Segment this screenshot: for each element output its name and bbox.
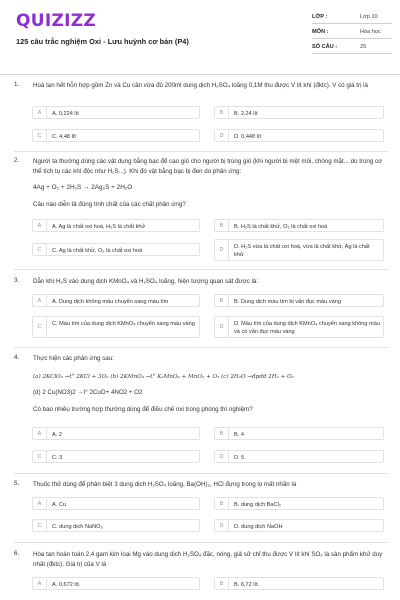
question-text: Người ta thường dùng các vật dụng bằng bạc để cạo gió cho người bị trúng gió (khi người bị mệt mỏi, chóng mặt... do trong cơ thể tích tụ các khí độc như H₂S...). Khi đó vật bằng bạc bị đen do phản ứng: — [33, 158, 383, 175]
option-text: A. 0,672 lít. — [52, 582, 81, 588]
option-letter: A — [33, 498, 47, 509]
meta-key: MÔN : — [312, 29, 329, 35]
reaction-equations: (a) 2KClO₃ →t° 2KCl + 3O₂ (b) 2KMnO₄ →t° K₂MnO₄ + MnO₂ + O₂ (c) 2H₂O →đpdd 2H₂ + O₂ — [33, 374, 294, 380]
option-letter: D — [215, 240, 229, 260]
option-text: C. 4,48 lít — [52, 134, 76, 140]
reaction-equation: 4Ag + O₂ + 2H₂S → 2Ag₂S + 2H₂O — [33, 184, 133, 191]
option-c[interactable] — [32, 519, 200, 532]
option-letter: A — [33, 295, 47, 306]
quizizz-logo: QUIZIZZ — [16, 11, 96, 31]
meta-info — [312, 14, 392, 59]
option-a[interactable] — [32, 577, 200, 590]
option-text: D. 5 — [234, 455, 245, 461]
option-b[interactable] — [214, 219, 384, 232]
option-c[interactable] — [32, 316, 200, 338]
meta-row-grade — [312, 14, 392, 29]
question-text: Thực hiện các phản ứng sau: — [33, 355, 114, 362]
option-letter: B — [215, 428, 229, 439]
option-c[interactable] — [32, 243, 200, 256]
option-letter: A — [33, 578, 47, 589]
question-number: 6. — [14, 550, 20, 557]
question-number: 5. — [14, 480, 20, 487]
question-text: Hoà tan hết hỗn hợp gồm Zn và Cu cần vừa đủ 200ml dung dịch H₂SO₄ loãng 0,1M thu được V lít khí (đktc). V có giá trị là — [33, 82, 368, 89]
option-a[interactable] — [32, 219, 200, 232]
option-text: D. dung dịch NaOH — [234, 524, 283, 530]
option-d[interactable] — [214, 450, 384, 463]
option-letter: D — [215, 520, 229, 531]
option-text: A. Ag là chất oxi hoá, H₂S là chất khử — [52, 224, 146, 230]
option-d[interactable] — [214, 239, 384, 261]
meta-row-count — [312, 44, 392, 59]
question-divider — [14, 269, 388, 270]
meta-underline — [312, 38, 392, 39]
option-letter: A — [33, 107, 47, 118]
header-divider — [0, 74, 400, 75]
option-d[interactable] — [214, 129, 384, 142]
question-divider — [14, 473, 388, 474]
option-a[interactable] — [32, 294, 200, 307]
reaction-equation-d: (d) 2 Cu(NO3)2 →t° 2CuO+ 4NO2 + O2 — [33, 389, 143, 396]
option-a[interactable] — [32, 497, 200, 510]
meta-underline — [312, 23, 392, 24]
question-divider — [14, 542, 388, 543]
option-b[interactable] — [214, 294, 384, 307]
option-b[interactable] — [214, 106, 384, 119]
page-title: 125 câu trắc nghiệm Oxi - Lưu huỳnh cơ bản (P4) — [16, 37, 189, 46]
option-text: B. 6,72 lít. — [234, 582, 260, 588]
meta-row-subject — [312, 29, 392, 44]
option-text: A. Dung dịch không màu chuyển sang màu tím — [52, 299, 169, 305]
meta-key: LỚP : — [312, 14, 328, 20]
option-text: B. dung dịch BaCl₂ — [234, 502, 281, 508]
question-prompt: Có bao nhiêu trường hợp thường dùng để điều chế oxi trong phòng thí nghiệm? — [33, 406, 253, 413]
option-text: A. Cu — [52, 502, 66, 508]
option-text: B. 4 — [234, 432, 244, 438]
meta-underline — [312, 53, 392, 54]
option-b[interactable] — [214, 427, 384, 440]
question-prompt: Câu nào diễn tả đúng tính chất của các chất phản ứng? — [33, 201, 186, 208]
option-letter: B — [215, 295, 229, 306]
question-divider — [14, 151, 388, 152]
option-text: A. 0,224 lít — [52, 111, 79, 117]
option-d[interactable] — [214, 316, 384, 338]
option-letter: B — [215, 220, 229, 231]
option-text: C. Ag là chất khử, O₂ là chất oxi hoá — [52, 248, 143, 254]
option-text: D. 0,448 lít — [234, 134, 262, 140]
option-letter: A — [33, 220, 47, 231]
option-letter: B — [215, 107, 229, 118]
meta-value: Hóa học — [360, 29, 381, 35]
question-text: Hòa tan hoàn toàn 2,4 gam kim loại Mg vào dung dịch H₂SO₄ đặc, nóng, giả sử chỉ thu được V lít khí SO₂ là sản phẩm khử duy nhất (đktc). Giá trị của V là — [33, 551, 383, 568]
option-letter: C — [33, 451, 47, 462]
option-text: A. 2 — [52, 432, 62, 438]
option-text: D. Màu tím của dung dịch KMnO₄ chuyển sang không màu và có vẩn đục màu vàng — [234, 321, 380, 335]
option-d[interactable] — [214, 519, 384, 532]
option-text: C. dung dịch NaNO₃ — [52, 524, 103, 530]
option-text: B. 2,24 lít — [234, 111, 258, 117]
option-a[interactable] — [32, 106, 200, 119]
question-text: Thuốc thử dùng để phân biệt 3 dung dịch H₂SO₄ loãng, Ba(OH)₂, HCl đựng trong lọ mất nhãn là — [33, 481, 297, 488]
question-number: 4. — [14, 354, 20, 361]
worksheet-header — [0, 0, 400, 74]
option-text: C. 3 — [52, 455, 63, 461]
option-letter: B — [215, 498, 229, 509]
option-text: B. H₂S là chất khử, O₂ là chất oxi hoá — [234, 224, 328, 230]
option-b[interactable] — [214, 577, 384, 590]
question-number: 1. — [14, 81, 20, 88]
question-text: Dẫn khí H₂S vào dung dịch KMnO₄ và H₂SO₄ loãng, hiện tượng quan sát được là: — [33, 278, 259, 285]
question-number: 3. — [14, 277, 20, 284]
option-text: C. Màu tím của dung dịch KMnO₄ chuyển sang màu vàng — [52, 321, 195, 327]
option-c[interactable] — [32, 450, 200, 463]
option-letter: C — [33, 244, 47, 255]
meta-key: SỐ CÂU : — [312, 44, 338, 50]
option-letter: D — [215, 317, 229, 337]
option-letter: D — [215, 130, 229, 141]
option-letter: D — [215, 451, 229, 462]
option-a[interactable] — [32, 427, 200, 440]
option-letter: C — [33, 130, 47, 141]
option-letter: B — [215, 578, 229, 589]
question-number: 2. — [14, 157, 20, 164]
option-letter: A — [33, 428, 47, 439]
option-text: B. Dung dịch màu tím bị vẩn đục màu vàng — [234, 299, 341, 305]
question-divider — [14, 347, 388, 348]
option-b[interactable] — [214, 497, 384, 510]
option-text: D. H₂S vừa là chất oxi hoá, vừa là chất khử, Ag là chất khử — [234, 244, 370, 258]
option-letter: C — [33, 317, 47, 337]
option-c[interactable] — [32, 129, 200, 142]
option-letter: C — [33, 520, 47, 531]
meta-value: 25 — [360, 44, 367, 50]
meta-value: Lớp 10 — [360, 14, 378, 20]
